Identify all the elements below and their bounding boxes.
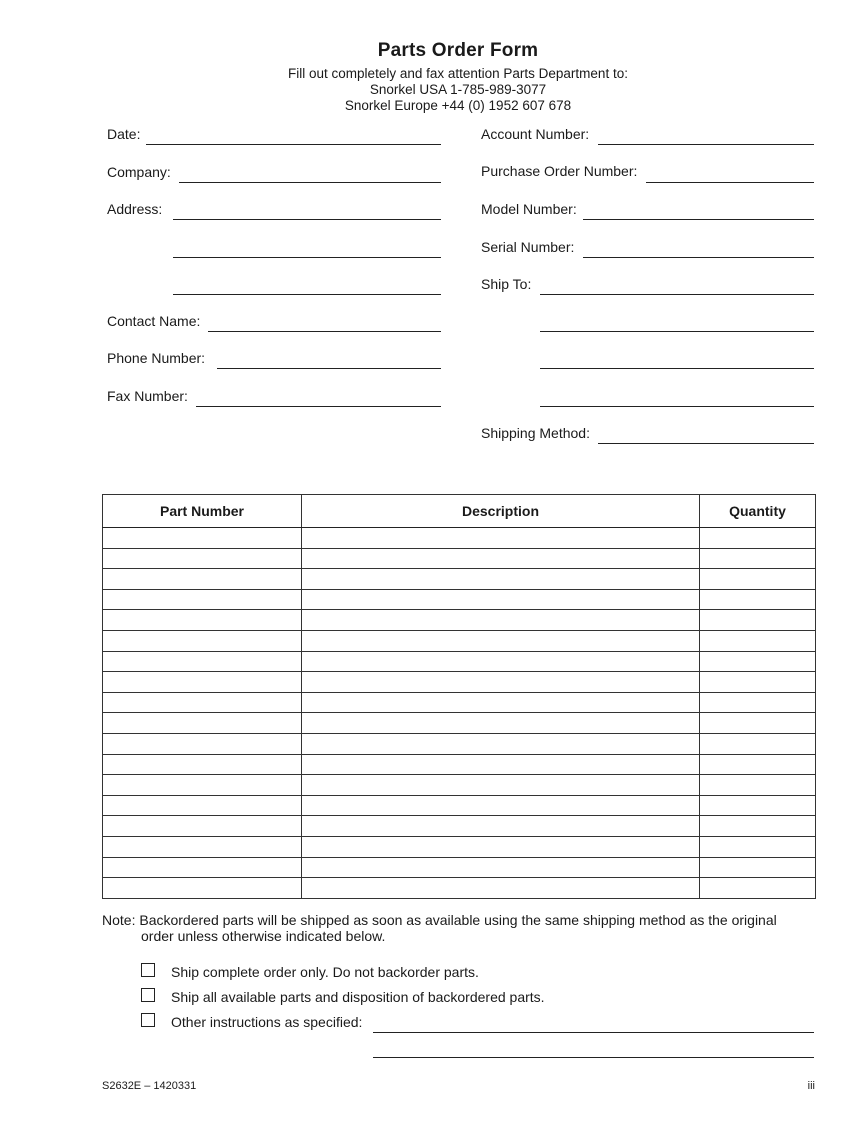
usa-fax-number: Snorkel USA 1-785-989-3077 — [369, 82, 547, 97]
quantity-cell[interactable] — [700, 548, 816, 569]
address-label: Address: — [107, 201, 163, 217]
form-title: Parts Order Form — [377, 40, 539, 61]
part-number-cell[interactable] — [103, 610, 302, 631]
quantity-cell[interactable] — [700, 630, 816, 651]
account-number-field[interactable] — [598, 144, 814, 145]
part-number-cell[interactable] — [103, 569, 302, 590]
table-row — [103, 610, 816, 631]
ship-available-label: Ship all available parts and disposition of backordered parts. — [171, 989, 545, 1005]
quantity-cell[interactable] — [700, 836, 816, 857]
contact-name-label: Contact Name: — [107, 313, 201, 329]
quantity-cell[interactable] — [700, 857, 816, 878]
part-number-cell[interactable] — [103, 672, 302, 693]
table-row — [103, 878, 816, 899]
description-cell[interactable] — [302, 630, 700, 651]
table-row — [103, 775, 816, 796]
description-cell[interactable] — [302, 589, 700, 610]
table-row — [103, 692, 816, 713]
description-cell[interactable] — [302, 775, 700, 796]
description-cell[interactable] — [302, 857, 700, 878]
description-cell[interactable] — [302, 733, 700, 754]
part-number-cell[interactable] — [103, 692, 302, 713]
address-field-line-3[interactable] — [173, 294, 441, 295]
parts-table-body — [103, 528, 816, 899]
description-cell[interactable] — [302, 548, 700, 569]
quantity-cell[interactable] — [700, 733, 816, 754]
part-number-cell[interactable] — [103, 528, 302, 549]
model-number-label: Model Number: — [481, 201, 577, 217]
part-number-cell[interactable] — [103, 651, 302, 672]
quantity-cell[interactable] — [700, 528, 816, 549]
description-cell[interactable] — [302, 651, 700, 672]
address-field-line-1[interactable] — [173, 219, 441, 220]
parts-table-header-row — [103, 495, 816, 528]
description-cell[interactable] — [302, 795, 700, 816]
ship-to-field-line-2[interactable] — [540, 331, 814, 332]
address-field-line-2[interactable] — [173, 257, 441, 258]
description-header: Description — [302, 495, 700, 528]
ship-to-label: Ship To: — [481, 276, 532, 292]
phone-number-label: Phone Number: — [107, 350, 206, 366]
backorder-note-line-2: order unless otherwise indicated below. — [141, 928, 386, 944]
table-row — [103, 713, 816, 734]
table-row — [103, 754, 816, 775]
serial-number-label: Serial Number: — [481, 239, 575, 255]
description-cell[interactable] — [302, 713, 700, 734]
account-number-label: Account Number: — [481, 126, 590, 142]
table-row — [103, 589, 816, 610]
part-number-cell[interactable] — [103, 548, 302, 569]
table-row — [103, 569, 816, 590]
parts-table — [102, 494, 816, 899]
other-instructions-field-line-2[interactable] — [373, 1057, 814, 1058]
part-number-cell[interactable] — [103, 589, 302, 610]
ship-to-field-line-1[interactable] — [540, 294, 814, 295]
table-row — [103, 651, 816, 672]
table-row — [103, 630, 816, 651]
fax-number-label: Fax Number: — [107, 388, 188, 404]
ship-to-field-line-3[interactable] — [540, 368, 814, 369]
part-number-cell[interactable] — [103, 754, 302, 775]
description-cell[interactable] — [302, 816, 700, 837]
model-number-field[interactable] — [583, 219, 814, 220]
ship-complete-label: Ship complete order only. Do not backorder parts. — [171, 964, 479, 980]
ship-complete-checkbox[interactable] — [141, 963, 155, 977]
other-instructions-label: Other instructions as specified: — [171, 1014, 363, 1030]
europe-fax-number: Snorkel Europe +44 (0) 1952 607 678 — [344, 98, 572, 113]
table-row — [103, 548, 816, 569]
purchase-order-number-label: Purchase Order Number: — [481, 163, 638, 179]
description-cell[interactable] — [302, 836, 700, 857]
quantity-cell[interactable] — [700, 589, 816, 610]
table-row — [103, 733, 816, 754]
part-number-cell[interactable] — [103, 733, 302, 754]
table-row — [103, 836, 816, 857]
quantity-cell[interactable] — [700, 816, 816, 837]
company-field[interactable] — [179, 182, 441, 183]
part-number-cell[interactable] — [103, 630, 302, 651]
phone-number-field[interactable] — [217, 368, 441, 369]
backorder-note-line-1: Note: Backordered parts will be shipped as soon as available using the same shipping method as the original — [102, 912, 777, 928]
purchase-order-number-field[interactable] — [646, 182, 814, 183]
quantity-cell[interactable] — [700, 692, 816, 713]
part-number-cell[interactable] — [103, 816, 302, 837]
part-number-cell[interactable] — [103, 795, 302, 816]
serial-number-field[interactable] — [583, 257, 814, 258]
contact-name-field[interactable] — [208, 331, 441, 332]
description-cell[interactable] — [302, 672, 700, 693]
shipping-method-label: Shipping Method: — [481, 425, 590, 441]
table-row — [103, 795, 816, 816]
quantity-cell[interactable] — [700, 651, 816, 672]
fax-number-field[interactable] — [196, 406, 441, 407]
date-label: Date: — [107, 126, 141, 142]
other-instructions-field-line-1[interactable] — [373, 1032, 814, 1033]
fax-instruction: Fill out completely and fax attention Parts Department to: — [288, 66, 628, 81]
part-number-cell[interactable] — [103, 713, 302, 734]
quantity-cell[interactable] — [700, 569, 816, 590]
document-code: S2632E – 1420331 — [102, 1080, 197, 1092]
quantity-cell[interactable] — [700, 795, 816, 816]
quantity-cell[interactable] — [700, 713, 816, 734]
part-number-cell[interactable] — [103, 836, 302, 857]
quantity-cell[interactable] — [700, 754, 816, 775]
ship-available-checkbox[interactable] — [141, 988, 155, 1002]
description-cell[interactable] — [302, 754, 700, 775]
table-row — [103, 857, 816, 878]
description-cell[interactable] — [302, 569, 700, 590]
description-cell[interactable] — [302, 610, 700, 631]
other-instructions-checkbox[interactable] — [141, 1013, 155, 1027]
part-number-cell[interactable] — [103, 775, 302, 796]
description-cell[interactable] — [302, 692, 700, 713]
quantity-cell[interactable] — [700, 878, 816, 899]
quantity-header: Quantity — [700, 495, 816, 528]
ship-to-field-line-4[interactable] — [540, 406, 814, 407]
table-row — [103, 672, 816, 693]
table-row — [103, 528, 816, 549]
backorder-note — [102, 912, 817, 944]
page-number: iii — [807, 1080, 815, 1092]
quantity-cell[interactable] — [700, 775, 816, 796]
company-label: Company: — [107, 164, 171, 180]
quantity-cell[interactable] — [700, 610, 816, 631]
description-cell[interactable] — [302, 528, 700, 549]
part-number-header: Part Number — [103, 495, 302, 528]
table-row — [103, 816, 816, 837]
date-field[interactable] — [146, 144, 441, 145]
description-cell[interactable] — [302, 878, 700, 899]
part-number-cell[interactable] — [103, 878, 302, 899]
part-number-cell[interactable] — [103, 857, 302, 878]
shipping-method-field[interactable] — [598, 443, 814, 444]
quantity-cell[interactable] — [700, 672, 816, 693]
